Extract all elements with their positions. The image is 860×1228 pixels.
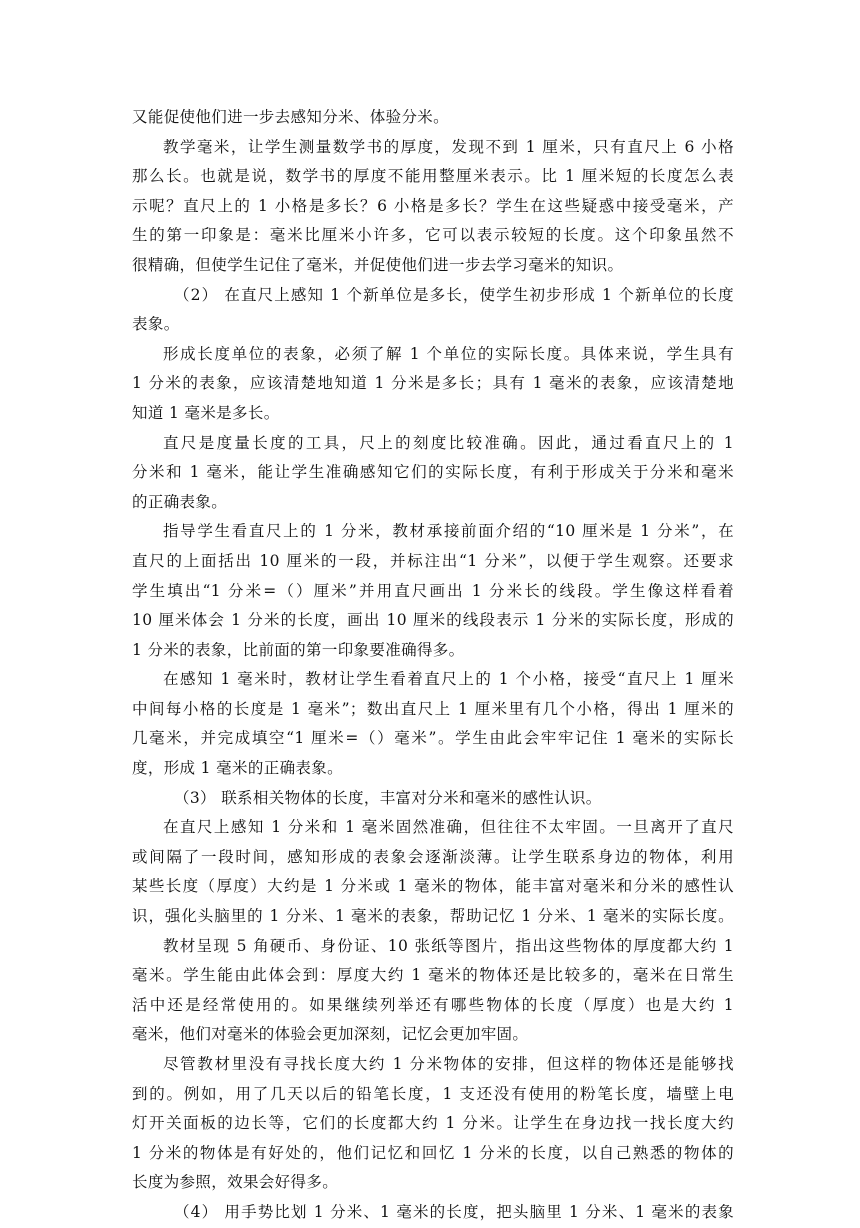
text-line: 又能促使他们进一步去感知分米、体验分米。 <box>132 108 450 126</box>
text-line: 1 分米的表象，应该清楚地知道 1 分米是多长；具有 1 毫米的表象，应该清楚地 <box>132 374 734 393</box>
text-line: 很精确，但使学生记住了毫米，并促使他们进一步去学习毫米的知识。 <box>132 255 624 274</box>
text-line: 识，强化头脑里的 1 分米、1 毫米的表象，帮助记忆 1 分米、1 毫米的实际长度。 <box>132 907 734 926</box>
paragraph-start: 指导学生看直尺上的 1 分米，教材承接前面介绍的“10 厘米是 1 分米”，在 <box>163 522 734 541</box>
paragraph-start: 形成长度单位的表象，必须了解 1 个单位的实际长度。具体来说，学生具有 <box>163 344 734 363</box>
text-line: 示呢？直尺上的 1 小格是多长？6 小格是多长？学生在这些疑惑中接受毫米，产 <box>132 196 734 215</box>
text-line: 那么长。也就是说，数学书的厚度不能用整厘米表示。比 1 厘米短的长度怎么表 <box>132 167 734 186</box>
section-heading-4: （4） 用手势比划 1 分米、1 毫米的长度，把头脑里 1 分米、1 毫米的表象 <box>174 1202 734 1221</box>
text-line: 表象。 <box>132 315 180 334</box>
text-line: 活中还是经常使用的。如果继续列举还有哪些物体的长度（厚度）也是大约 1 <box>132 995 734 1014</box>
text-line: 的正确表象。 <box>132 492 228 511</box>
text-line: 某些长度（厚度）大约是 1 分米或 1 毫米的物体，能丰富对毫米和分米的感性认 <box>132 877 734 896</box>
text-line: 10 厘米体会 1 分米的长度，画出 10 厘米的线段表示 1 分米的实际长度，形成的 <box>132 611 734 630</box>
paragraph-start: 直尺是度量长度的工具，尺上的刻度比较准确。因此，通过看直尺上的 1 <box>163 433 734 452</box>
text-line: 中间每小格的长度是 1 毫米”；数出直尺上 1 厘米里有几个小格，得出 1 厘米的 <box>132 699 734 718</box>
text-line: 毫米。学生能由此体会到：厚度大约 1 毫米的物体还是比较多的，毫米在日常生 <box>132 966 734 985</box>
text-line: 到的。例如，用了几天以后的铅笔长度，1 支还没有使用的粉笔长度，墙壁上电 <box>132 1084 734 1103</box>
text-line: 或间隔了一段时间，感知形成的表象会逐渐淡薄。让学生联系身边的物体，利用 <box>132 847 734 866</box>
text-line: 知道 1 毫米是多长。 <box>132 403 280 422</box>
section-heading-2: （2） 在直尺上感知 1 个新单位是多长，使学生初步形成 1 个新单位的长度 <box>174 285 734 304</box>
text-line: 毫米，他们对毫米的体验会更加深刻，记忆会更加牢固。 <box>132 1025 529 1044</box>
text-line: 几毫米，并完成填空“1 厘米=（）毫米”。学生由此会牢牢记住 1 毫米的实际长 <box>132 729 734 748</box>
section-heading-3: （3） 联系相关物体的长度，丰富对分米和毫米的感性认识。 <box>174 788 602 807</box>
text-line: 1 分米的表象，比前面的第一印象要准确得多。 <box>132 640 465 659</box>
paragraph-start: 在感知 1 毫米时，教材让学生看着直尺上的 1 个小格，接受“直尺上 1 厘米 <box>163 670 734 689</box>
text-line: 生的第一印象是：毫米比厘米小许多，它可以表示较短的长度。这个印象虽然不 <box>132 226 734 245</box>
text-line: 度，形成 1 毫米的正确表象。 <box>132 759 343 778</box>
paragraph-start: 尽管教材里没有寻找长度大约 1 分米物体的安排，但这样的物体还是能够找 <box>163 1055 734 1073</box>
text-line: 直尺的上面括出 10 厘米的一段，并标注出“1 分米”，以便于学生观察。还要求 <box>132 551 734 570</box>
paragraph-start: 教材呈现 5 角硬币、身份证、10 张纸等图片，指出这些物体的厚度都大约 1 <box>163 936 734 955</box>
paragraph-start: 教学毫米，让学生测量数学书的厚度，发现不到 1 厘米，只有直尺上 6 小格 <box>163 137 734 156</box>
text-line: 1 分米的物体是有好处的，他们记忆和回忆 1 分米的长度，以自己熟悉的物体的 <box>132 1143 734 1162</box>
paragraph-start: 在直尺上感知 1 分米和 1 毫米固然准确，但往往不太牢固。一旦离开了直尺 <box>163 818 734 837</box>
text-line: 分米和 1 毫米，能让学生准确感知它们的实际长度，有利于形成关于分米和毫米 <box>132 463 734 482</box>
text-line: 学生填出“1 分米=（）厘米”并用直尺画出 1 分米长的线段。学生像这样看着 <box>132 581 734 600</box>
text-line: 灯开关面板的边长等，它们的长度都大约 1 分米。让学生在身边找一找长度大约 <box>132 1114 734 1133</box>
text-line: 长度为参照，效果会好得多。 <box>132 1173 339 1192</box>
